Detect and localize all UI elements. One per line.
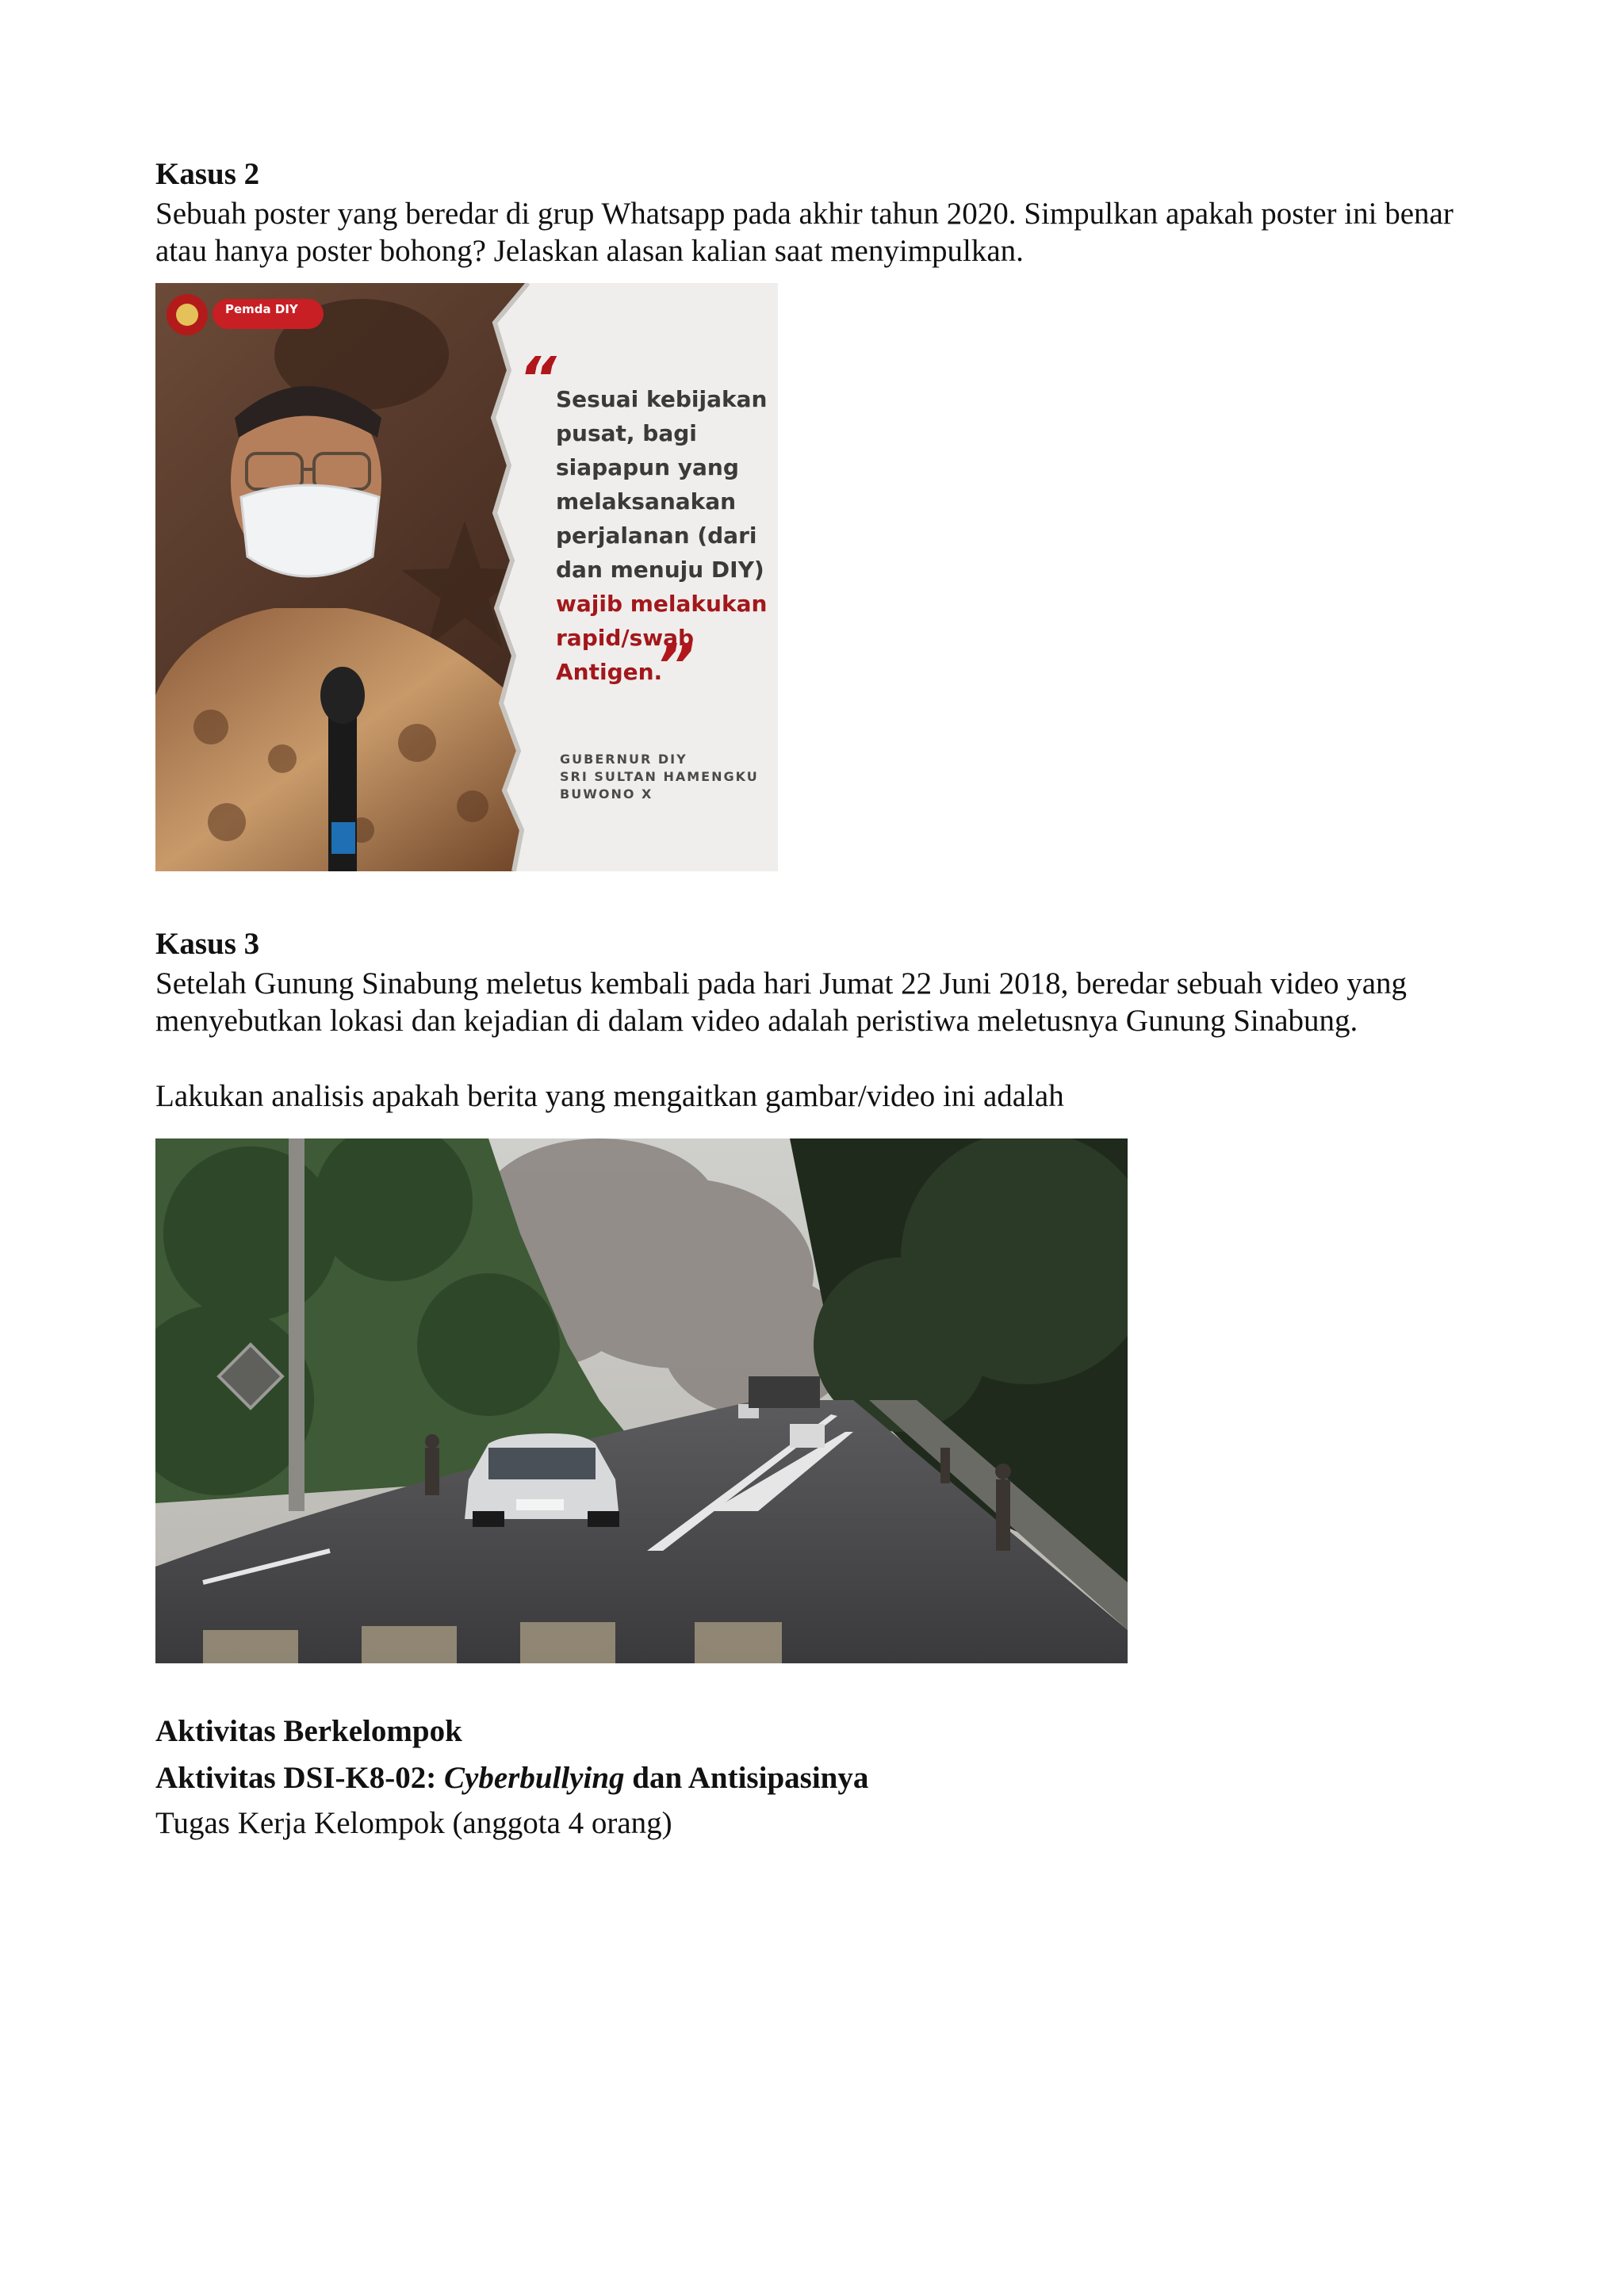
poster-quote-line-emphasis: wajib melakukan: [556, 591, 768, 617]
activity-title-prefix: Aktivitas DSI-K8-02:: [155, 1761, 445, 1795]
open-quote-mark: “: [519, 345, 557, 413]
poster-credit-line: SRI SULTAN HAMENGKU: [560, 769, 759, 784]
activity-task: Tugas Kerja Kelompok (anggota 4 orang): [155, 1806, 672, 1840]
poster-quote-line: Sesuai kebijakan: [556, 386, 768, 412]
poster-quote-line-emphasis: rapid/swab: [556, 625, 695, 651]
case3-paragraph: Setelah Gunung Sinabung meletus kembali pada hari Jumat 22 Juni 2018, beredar sebuah video yang menyebutkan lokasi dan kejadian di dalam video adalah peristiwa meletusnya Gunung Sinabung.: [155, 966, 1408, 1038]
eruption-road-photo: [155, 1138, 1128, 1663]
poster-credit-line: BUWONO X: [560, 786, 653, 802]
poster-quote-line: melaksanakan: [556, 488, 737, 515]
case3-instruction: Lakukan analisis apakah berita yang mengaitkan gambar/video ini adalah: [155, 1079, 1064, 1113]
activity-title-suffix: dan Antisipasinya: [624, 1761, 869, 1795]
activity-heading: Aktivitas Berkelompok: [155, 1714, 462, 1748]
case2-heading: Kasus 2: [155, 157, 260, 191]
activity-title-italic: Cyberbullying: [444, 1761, 625, 1795]
poster-credit-line: GUBERNUR DIY: [560, 752, 688, 767]
poster-quote-line: siapapun yang: [556, 454, 739, 480]
poster-quote-line: pusat, bagi: [556, 420, 697, 446]
poster-quote-line: dan menuju DIY): [556, 557, 764, 583]
case2-paragraph: Sebuah poster yang beredar di grup Whatsapp pada akhir tahun 2020. Simpulkan apakah poster ini benar atau hanya poster bohong? Jelaskan alasan kalian saat menyimpulkan.: [155, 197, 1454, 268]
poster-quote-line-emphasis: Antigen.: [556, 659, 663, 685]
poster-quote-line: perjalanan (dari: [556, 522, 757, 549]
photo-graphic: [155, 1138, 1128, 1663]
activity-title: [155, 1759, 868, 1797]
poster-image: [155, 283, 778, 871]
poster-badge-label: Pemda DIY: [225, 302, 298, 316]
case3-heading: Kasus 3: [155, 927, 260, 961]
close-quote-mark: ”: [657, 632, 695, 700]
